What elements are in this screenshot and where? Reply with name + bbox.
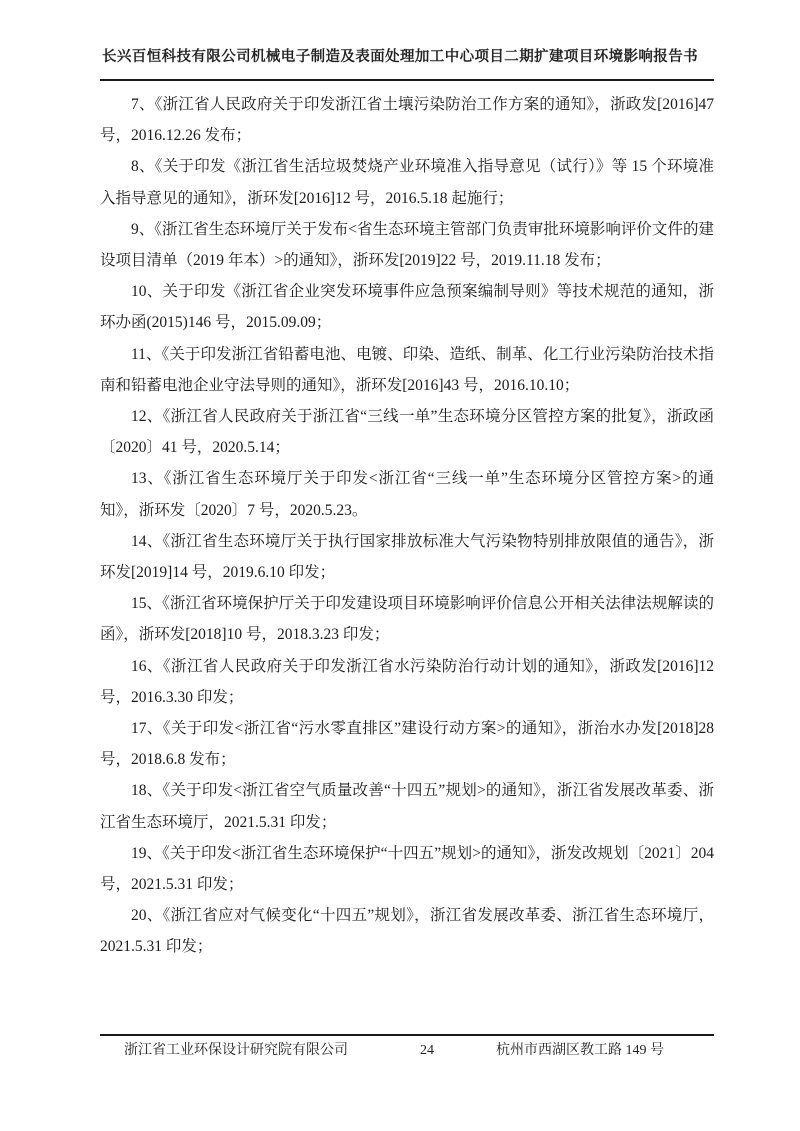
list-item: 19、《关于印发<浙江省生态环境保护“十四五”规划>的通知》，浙发改规划〔2021〕204 号，2021.5.31 印发； [100, 844, 714, 894]
list-item: 15、《浙江省环境保护厅关于印发建设项目环境影响评价信息公开相关法律法规解读的函》，浙环发[2018]10 号，2018.3.23 印发； [100, 595, 714, 644]
page-header-title: 长兴百恒科技有限公司机械电子制造及表面处理加工中心项目二期扩建项目环境影响报告书 [102, 49, 698, 65]
list-item: 10、关于印发《浙江省企业突发环境事件应急预案编制导则》等技术规范的通知，浙环办函(2015)146 号，2015.09.09； [100, 283, 714, 332]
list-item: 16、《浙江省人民政府关于印发浙江省水污染防治行动计划的通知》，浙政发[2016]12 号，2016.3.30 印发； [100, 657, 714, 706]
footer-company-name: 浙江省工业环保设计研究院有限公司 [124, 1043, 348, 1058]
footer-rule [100, 1034, 714, 1036]
list-item: 17、《关于印发<浙江省“污水零直排区”建设行动方案>的通知》，浙治水办发[2018]28 号，2018.6.8 发布； [100, 720, 714, 769]
list-item: 7、《浙江省人民政府关于印发浙江省土壤污染防治工作方案的通知》，浙政发[2016]47 号，2016.12.26 发布； [100, 96, 714, 145]
list-item: 11、《关于印发浙江省铅蓄电池、电镀、印染、造纸、制革、化工行业污染防治技术指南和铅蓄电池企业守法导则的通知》，浙环发[2016]43 号，2016.10.10； [100, 345, 714, 394]
list-item: 14、《浙江省生态环境厅关于执行国家排放标准大气污染物特别排放限值的通告》，浙环发[2019]14 号，2019.6.10 印发； [100, 532, 714, 582]
list-item: 18、《关于印发<浙江省空气质量改善“十四五”规划>的通知》，浙江省发展改革委、浙江省生态环境厅，2021.5.31 印发； [100, 782, 714, 831]
list-item: 9、《浙江省生态环境厅关于发布<省生态环境主管部门负责审批环境影响评价文件的建设项目清单（2019 年本）>的通知》，浙环发[2019]22 号，2019.11.18 发布； [100, 220, 714, 270]
list-item: 12、《浙江省人民政府关于浙江省“三线一单”生态环境分区管控方案的批复》，浙政函〔2020〕41 号，2020.5.14； [100, 408, 714, 457]
list-item: 20、《浙江省应对气候变化“十四五”规划》，浙江省发展改革委、浙江省生态环境厅，2021.5.31 印发； [100, 907, 714, 956]
header-rule [100, 79, 714, 81]
page-footer [100, 1039, 714, 1059]
document-body [100, 89, 714, 963]
list-item: 13、《浙江省生态环境厅关于印发<浙江省“三线一单”生态环境分区管控方案>的通知》，浙环发〔2020〕7 号，2020.5.23。 [100, 470, 714, 519]
footer-page-number: 24 [420, 1043, 434, 1058]
footer-address: 杭州市西湖区教工路 149 号 [496, 1043, 664, 1058]
list-item: 8、《关于印发《浙江省生活垃圾焚烧产业环境准入指导意见（试行）》等 15 个环境准入指导意见的通知》，浙环发[2016]12 号，2016.5.18 起施行； [100, 158, 714, 207]
